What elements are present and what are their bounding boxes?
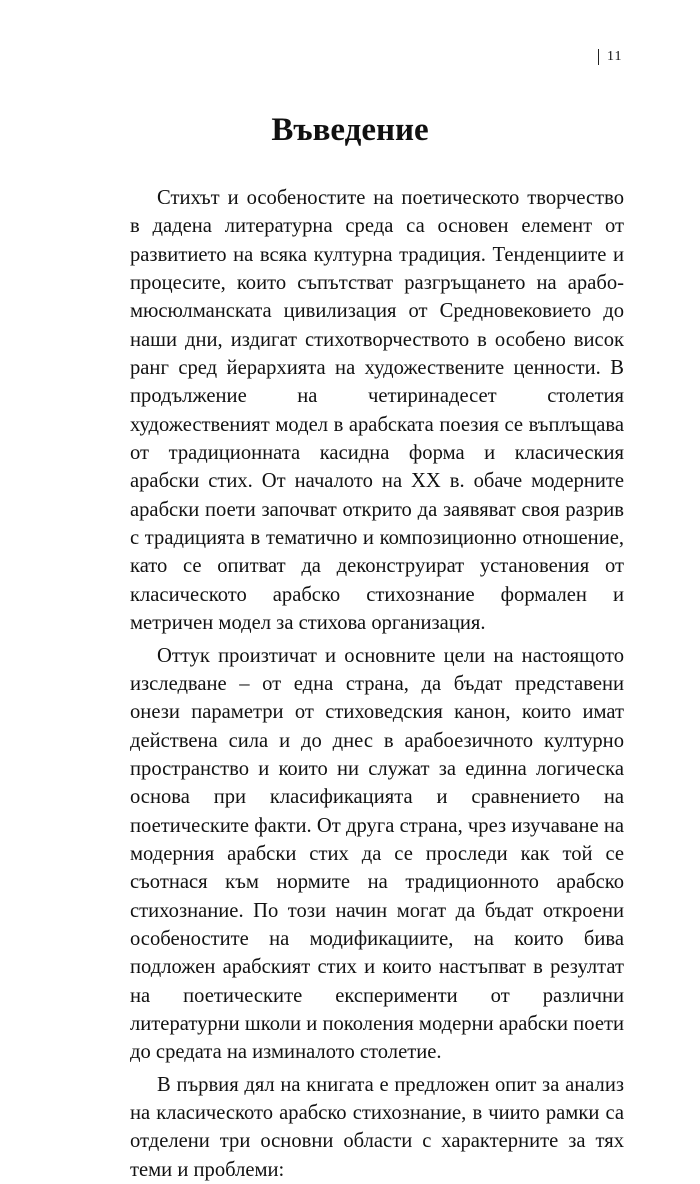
paragraph-2: Оттук произтичат и основните цели на настоящото изследване – от една страна, да бъдат представени онези параметри от стиховедския канон, които имат действена сила и до днес в арабоезичното културно пространство и които ни служат за единна логическа основа при класификацията и сравнението на поетическите факти. От друга страна, чрез изучаване на модерния арабски стих да се проследи как той се съотнася към нормите на традиционното арабско стихознание. По този начин могат да бъдат откроени особеностите на модификациите, на които бива подложен арабският стих и които настъпват в резултат на поетическите експерименти от различни литературни школи и поколения модерни арабски поети до средата на изминалото столетие. bbox=[130, 644, 624, 1064]
paragraph-1: Стихът и особеностите на поетическото творчество в дадена литературна среда са основен елемент от развитието на всяка културна традиция. Тенденциите и процесите, които съпътстват разгръщането на арабо-мюсюлманската цивилизация от Средновековието до наши дни, издигат стихотворчеството в особено висок ранг сред йерархията на художествените ценности. В продължение на четиринадесет столетия художественият модел в арабската поезия се въплъщава от традиционната касидна форма и класическия арабски стих. От началото на XX в. обаче модерните арабски поети започват открито да заявяват своя разрив с традицията в тематично и композиционно отношение, като се опитват да деконструират установения от класическото арабско стихознание формален и метричен модел за стихова организация. bbox=[130, 187, 624, 635]
paragraph-3: В първия дял на книгата е предложен опит за анализ на класическото арабско стихознание, в чиито рамки са отделени три основни области с характерните за тях теми и проблеми: bbox=[130, 1073, 624, 1181]
body-text bbox=[130, 184, 624, 1184]
page-number: 11 bbox=[598, 49, 622, 65]
chapter-title: Въведение bbox=[271, 112, 429, 148]
